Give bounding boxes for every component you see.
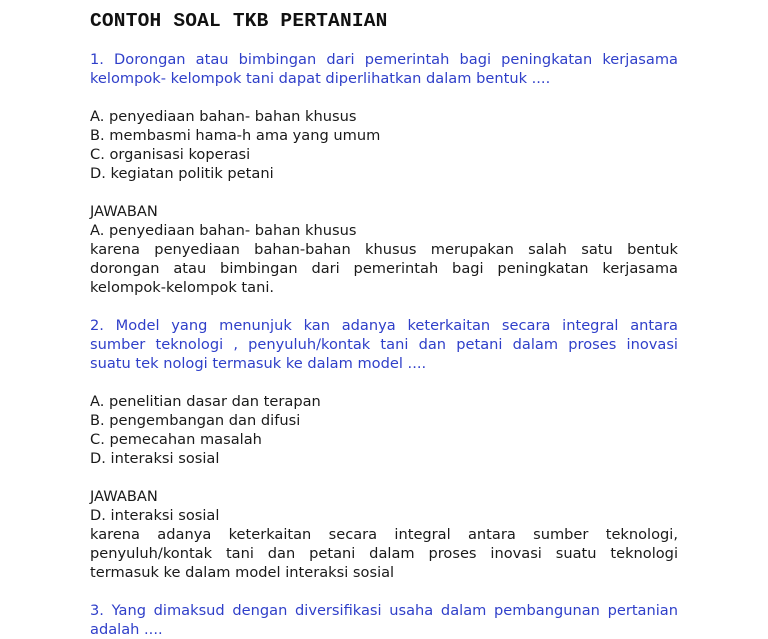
question-2-options [90, 392, 678, 468]
answer-explanation [90, 525, 678, 582]
option-a: A. penelitian dasar dan terapan [90, 393, 321, 410]
question-2-text [90, 316, 678, 373]
option-b: B. membasmi hama-h ama yang umum [90, 127, 381, 144]
explanation-line: penyuluh/kontak tani dan petani dalam proses inovasi suatu teknologi [90, 545, 678, 562]
option-d: D. interaksi sosial [90, 450, 220, 467]
question-line: adalah .... [90, 621, 163, 638]
explanation-line: kelompok-kelompok tani. [90, 279, 275, 296]
answer-text: D. interaksi sosial [90, 507, 220, 524]
question-1-options [90, 107, 678, 183]
question-3 [90, 601, 678, 639]
question-line: 1. Dorongan atau bimbingan dari pemerintah bagi peningkatan kerjasama [90, 51, 678, 68]
answer-heading: JAWABAN [90, 488, 158, 505]
option-a: A. penyediaan bahan- bahan khusus [90, 108, 357, 125]
question-line: suatu tek nologi termasuk ke dalam model .... [90, 355, 427, 372]
question-1 [90, 50, 678, 297]
option-b: B. pengembangan dan difusi [90, 412, 301, 429]
answer-heading: JAWABAN [90, 203, 158, 220]
explanation-line: dorongan atau bimbingan dari pemerintah bagi peningkatan kerjasama [90, 260, 678, 277]
question-2-answer [90, 487, 678, 582]
question-1-answer [90, 202, 678, 297]
option-c: C. pemecahan masalah [90, 431, 262, 448]
option-d: D. kegiatan politik petani [90, 165, 274, 182]
question-1-text [90, 50, 678, 88]
answer-explanation [90, 240, 678, 297]
question-line: kelompok- kelompok tani dapat diperlihatkan dalam bentuk .... [90, 70, 551, 87]
document-page [90, 0, 678, 639]
explanation-line: karena adanya keterkaitan secara integral antara sumber teknologi, [90, 526, 678, 543]
question-3-text [90, 601, 678, 639]
page-title: CONTOH SOAL TKB PERTANIAN [90, 10, 388, 32]
question-2 [90, 316, 678, 582]
option-c: C. organisasi koperasi [90, 146, 251, 163]
question-line: sumber teknologi , penyuluh/kontak tani dan petani dalam proses inovasi [90, 336, 678, 353]
explanation-line: termasuk ke dalam model interaksi sosial [90, 564, 395, 581]
answer-text: A. penyediaan bahan- bahan khusus [90, 222, 357, 239]
explanation-line: karena penyediaan bahan-bahan khusus merupakan salah satu bentuk [90, 241, 678, 258]
question-line: 2. Model yang menunjuk kan adanya keterkaitan secara integral antara [90, 317, 678, 334]
question-line: 3. Yang dimaksud dengan diversifikasi usaha dalam pembangunan pertanian [90, 602, 678, 619]
